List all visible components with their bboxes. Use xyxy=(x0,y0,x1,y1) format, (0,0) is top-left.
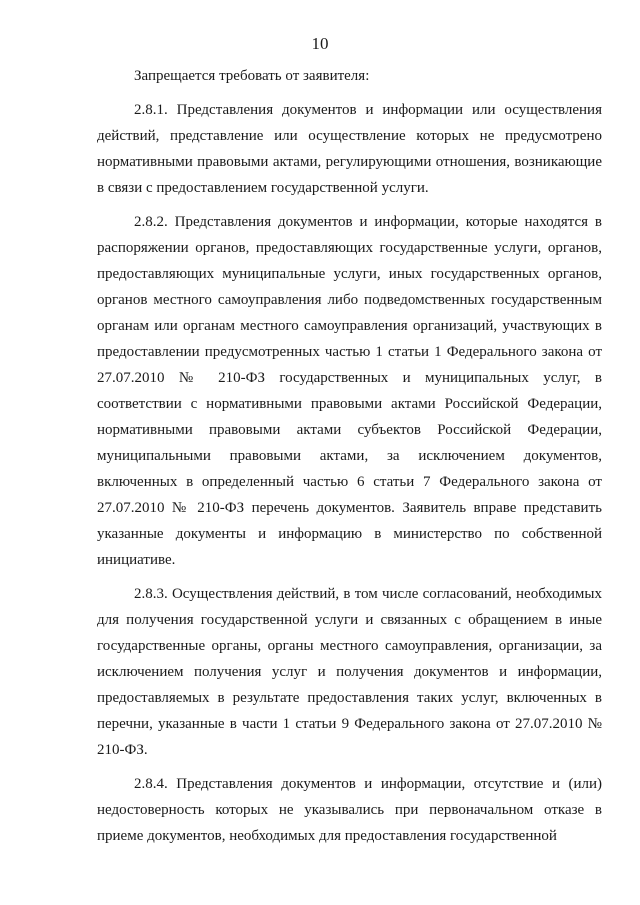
document-body xyxy=(97,63,602,857)
paragraph-2-8-2: 2.8.2. Представления документов и информации, которые находятся в распоряжении органов, предоставляющих государственные услуги, органов, предоставляющих муниципальные услуги, иных государственных органов, органов местного самоуправления либо подведомственных государственным органам или органам местного самоуправления организаций, участвующих в предоставлении предусмотренных частью 1 статьи 1 Федерального закона от 27.07.2010 № 210-ФЗ государственных и муниципальных услуг, в соответствии с нормативными правовыми актами Российской Федерации, нормативными правовыми актами субъектов Российской Федерации, муниципальными правовыми актами, за исключением документов, включенных в определенный частью 6 статьи 7 Федерального закона от 27.07.2010 № 210-ФЗ перечень документов. Заявитель вправе представить указанные документы и информацию в министерство по собственной инициативе. xyxy=(97,214,602,568)
paragraph-2-8-1: 2.8.1. Представления документов и информации или осуществления действий, представление или осуществление которых не предусмотрено нормативными правовыми актами, регулирующими отношения, возникающие в связи с предоставлением государственной услуги. xyxy=(97,102,602,196)
page-number: 10 xyxy=(311,34,329,53)
paragraph-2-8-4: 2.8.4. Представления документов и информации, отсутствие и (или) недостоверность которых не указывались при первоначальном отказе в приеме документов, необходимых для предоставления государственной xyxy=(97,776,602,844)
intro-line: Запрещается требовать от заявителя: xyxy=(134,68,370,84)
paragraph-2-8-3: 2.8.3. Осуществления действий, в том числе согласований, необходимых для получения государственной услуги и связанных с обращением в иные государственные органы, органы местного самоуправления, организации, за исключением получения услуг и получения документов и информации, предоставляемых в результате предоставления таких услуг, включенных в перечни, указанные в части 1 статьи 9 Федерального закона от 27.07.2010 № 210-ФЗ. xyxy=(97,586,602,758)
